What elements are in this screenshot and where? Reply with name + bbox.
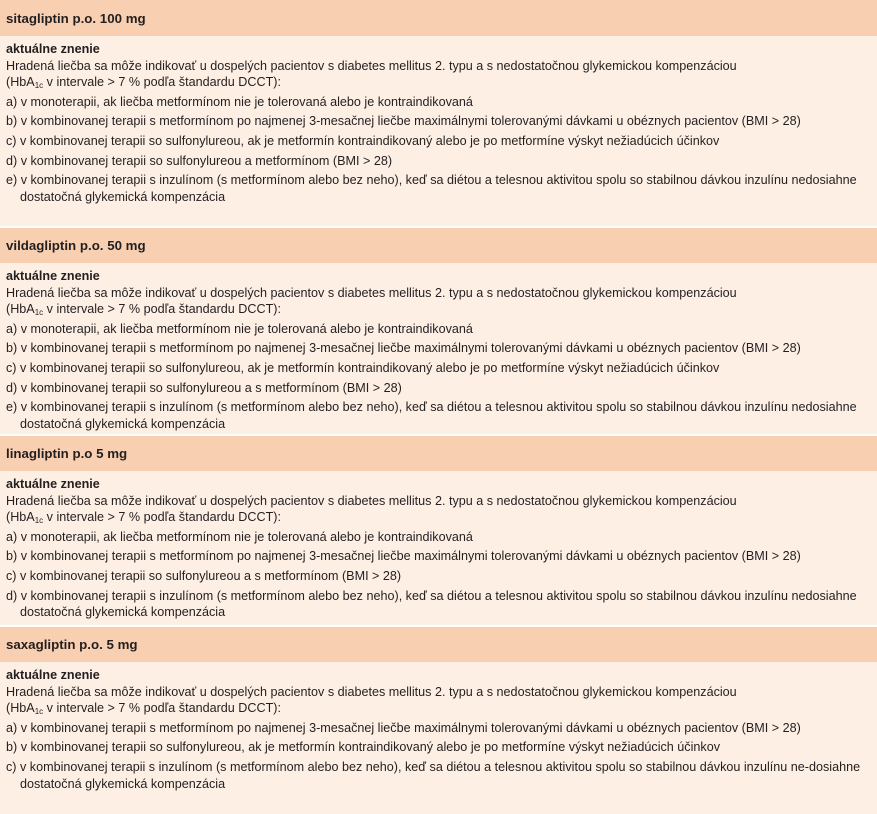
condition-item: b) v kombinovanej terapii s metformínom po najmenej 3-mesačnej liečbe maximálnymi tolerovanými dávkami u obéznych pacientov (BMI > 28) (6, 549, 801, 564)
drug-header-linagliptin (0, 434, 877, 471)
drug-header-sitagliptin (0, 0, 877, 36)
condition-item: d) v kombinovanej terapii so sulfonylureou a s metformínom (BMI > 28) (6, 380, 402, 395)
condition-item: b) v kombinovanej terapii so sulfonylureou, ak je metformín kontraindikovaný alebo je po metformíne výskyt nežiadúcich účinkov (6, 740, 721, 755)
condition-item: c) v kombinovanej terapii so sulfonylureou a s metformínom (BMI > 28) (6, 568, 402, 583)
condition-item: d) v kombinovanej terapii so sulfonylureou a metformínom (BMI > 28) (6, 153, 393, 168)
drug-body-linagliptin (0, 471, 877, 625)
condition-item: a) v monoterapii, ak liečba metformínom nie je tolerovaná alebo je kontraindikovaná (6, 529, 473, 544)
drug-body-sitagliptin (0, 36, 877, 226)
condition-item: a) v kombinovanej terapii s metformínom po najmenej 3-mesačnej liečbe maximálnymi tolerovanými dávkami u obéznych pacientov (BMI > 28) (6, 720, 801, 735)
condition-item: c) v kombinovanej terapii so sulfonylureou, ak je metformín kontraindikovaný alebo je po metformíne výskyt nežiadúcich účinkov (6, 133, 720, 148)
section-label: aktuálne znenie (6, 668, 100, 682)
condition-item: a) v monoterapii, ak liečba metformínom nie je tolerovaná alebo je kontraindikovaná (6, 94, 473, 109)
drug-title: sitagliptin p.o. 100 mg (6, 10, 146, 26)
drug-header-vildagliptin (0, 226, 877, 263)
condition-item: c) v kombinovanej terapii so sulfonylureou, ak je metformín kontraindikovaný alebo je po metformíne výskyt nežiadúcich účinkov (6, 360, 720, 375)
intro-rest: v intervale > 7 % podľa štandardu DCCT): (43, 510, 281, 525)
intro-sub: 1c (34, 707, 44, 717)
intro-hba: (HbA (6, 510, 35, 525)
intro-hba: (HbA (6, 701, 35, 716)
condition-item: a) v monoterapii, ak liečba metformínom nie je tolerovaná alebo je kontraindikovaná (6, 321, 473, 336)
drug-title: vildagliptin p.o. 50 mg (6, 238, 146, 253)
intro-sub: 1c (34, 516, 44, 526)
drug-title: linagliptin p.o 5 mg (6, 446, 128, 461)
condition-item: e) v kombinovanej terapii s inzulínom (s metformínom alebo bez neho), keď sa diétou a telesnou aktivitou spolu so stabilnou dávkou inzulínu nedosiahne dostatočná glykemická kompenzácia (6, 173, 857, 204)
intro-rest: v intervale > 7 % podľa štandardu DCCT): (43, 701, 281, 716)
condition-item: b) v kombinovanej terapii s metformínom po najmenej 3-mesačnej liečbe maximálnymi tolerovanými dávkami u obéznych pacientov (BMI > 28) (6, 341, 801, 356)
intro-line: Hradená liečba sa môže indikovať u dospelých pacientov s diabetes mellitus 2. typu a s nedostatočnou glykemickou kompenzáciou (6, 58, 737, 73)
intro-text (6, 285, 871, 318)
drug-body-saxagliptin (0, 662, 877, 814)
intro-text (6, 58, 871, 91)
intro-hba: (HbA (6, 302, 35, 317)
intro-hba: (HbA (6, 75, 35, 90)
section-label: aktuálne znenie (6, 42, 100, 56)
drug-body-vildagliptin (0, 263, 877, 434)
drug-title: saxagliptin p.o. 5 mg (6, 637, 138, 652)
condition-item: b) v kombinovanej terapii s metformínom po najmenej 3-mesačnej liečbe maximálnymi tolerovanými dávkami u obéznych pacientov (BMI > 28) (6, 114, 801, 129)
section-label: aktuálne znenie (6, 477, 100, 491)
intro-line: Hradená liečba sa môže indikovať u dospelých pacientov s diabetes mellitus 2. typu a s nedostatočnou glykemickou kompenzáciou (6, 493, 737, 508)
intro-rest: v intervale > 7 % podľa štandardu DCCT): (43, 75, 281, 90)
intro-line: Hradená liečba sa môže indikovať u dospelých pacientov s diabetes mellitus 2. typu a s nedostatočnou glykemickou kompenzáciou (6, 684, 737, 699)
section-label: aktuálne znenie (6, 269, 100, 283)
condition-item: d) v kombinovanej terapii s inzulínom (s metformínom alebo bez neho), keď sa diétou a telesnou aktivitou spolu so stabilnou dávkou inzulínu nedosiahne dostatočná glykemická kompenzácia (6, 588, 857, 620)
intro-text (6, 493, 871, 526)
intro-text (6, 684, 871, 717)
intro-sub: 1c (34, 308, 44, 318)
drug-header-saxagliptin (0, 625, 877, 662)
condition-item: c) v kombinovanej terapii s inzulínom (s metformínom alebo bez neho), keď sa diétou a telesnou aktivitou spolu so stabilnou dávkou inzulínu ne-dosiahne dostatočná glykemická kompenzácia (6, 759, 861, 791)
condition-item: e) v kombinovanej terapii s inzulínom (s metformínom alebo bez neho), keď sa diétou a telesnou aktivitou spolu so stabilnou dávkou inzulínu nedosiahne dostatočná glykemická kompenzácia (6, 400, 857, 431)
intro-line: Hradená liečba sa môže indikovať u dospelých pacientov s diabetes mellitus 2. typu a s nedostatočnou glykemickou kompenzáciou (6, 285, 737, 300)
intro-rest: v intervale > 7 % podľa štandardu DCCT): (43, 302, 281, 317)
intro-sub: 1c (34, 81, 44, 91)
